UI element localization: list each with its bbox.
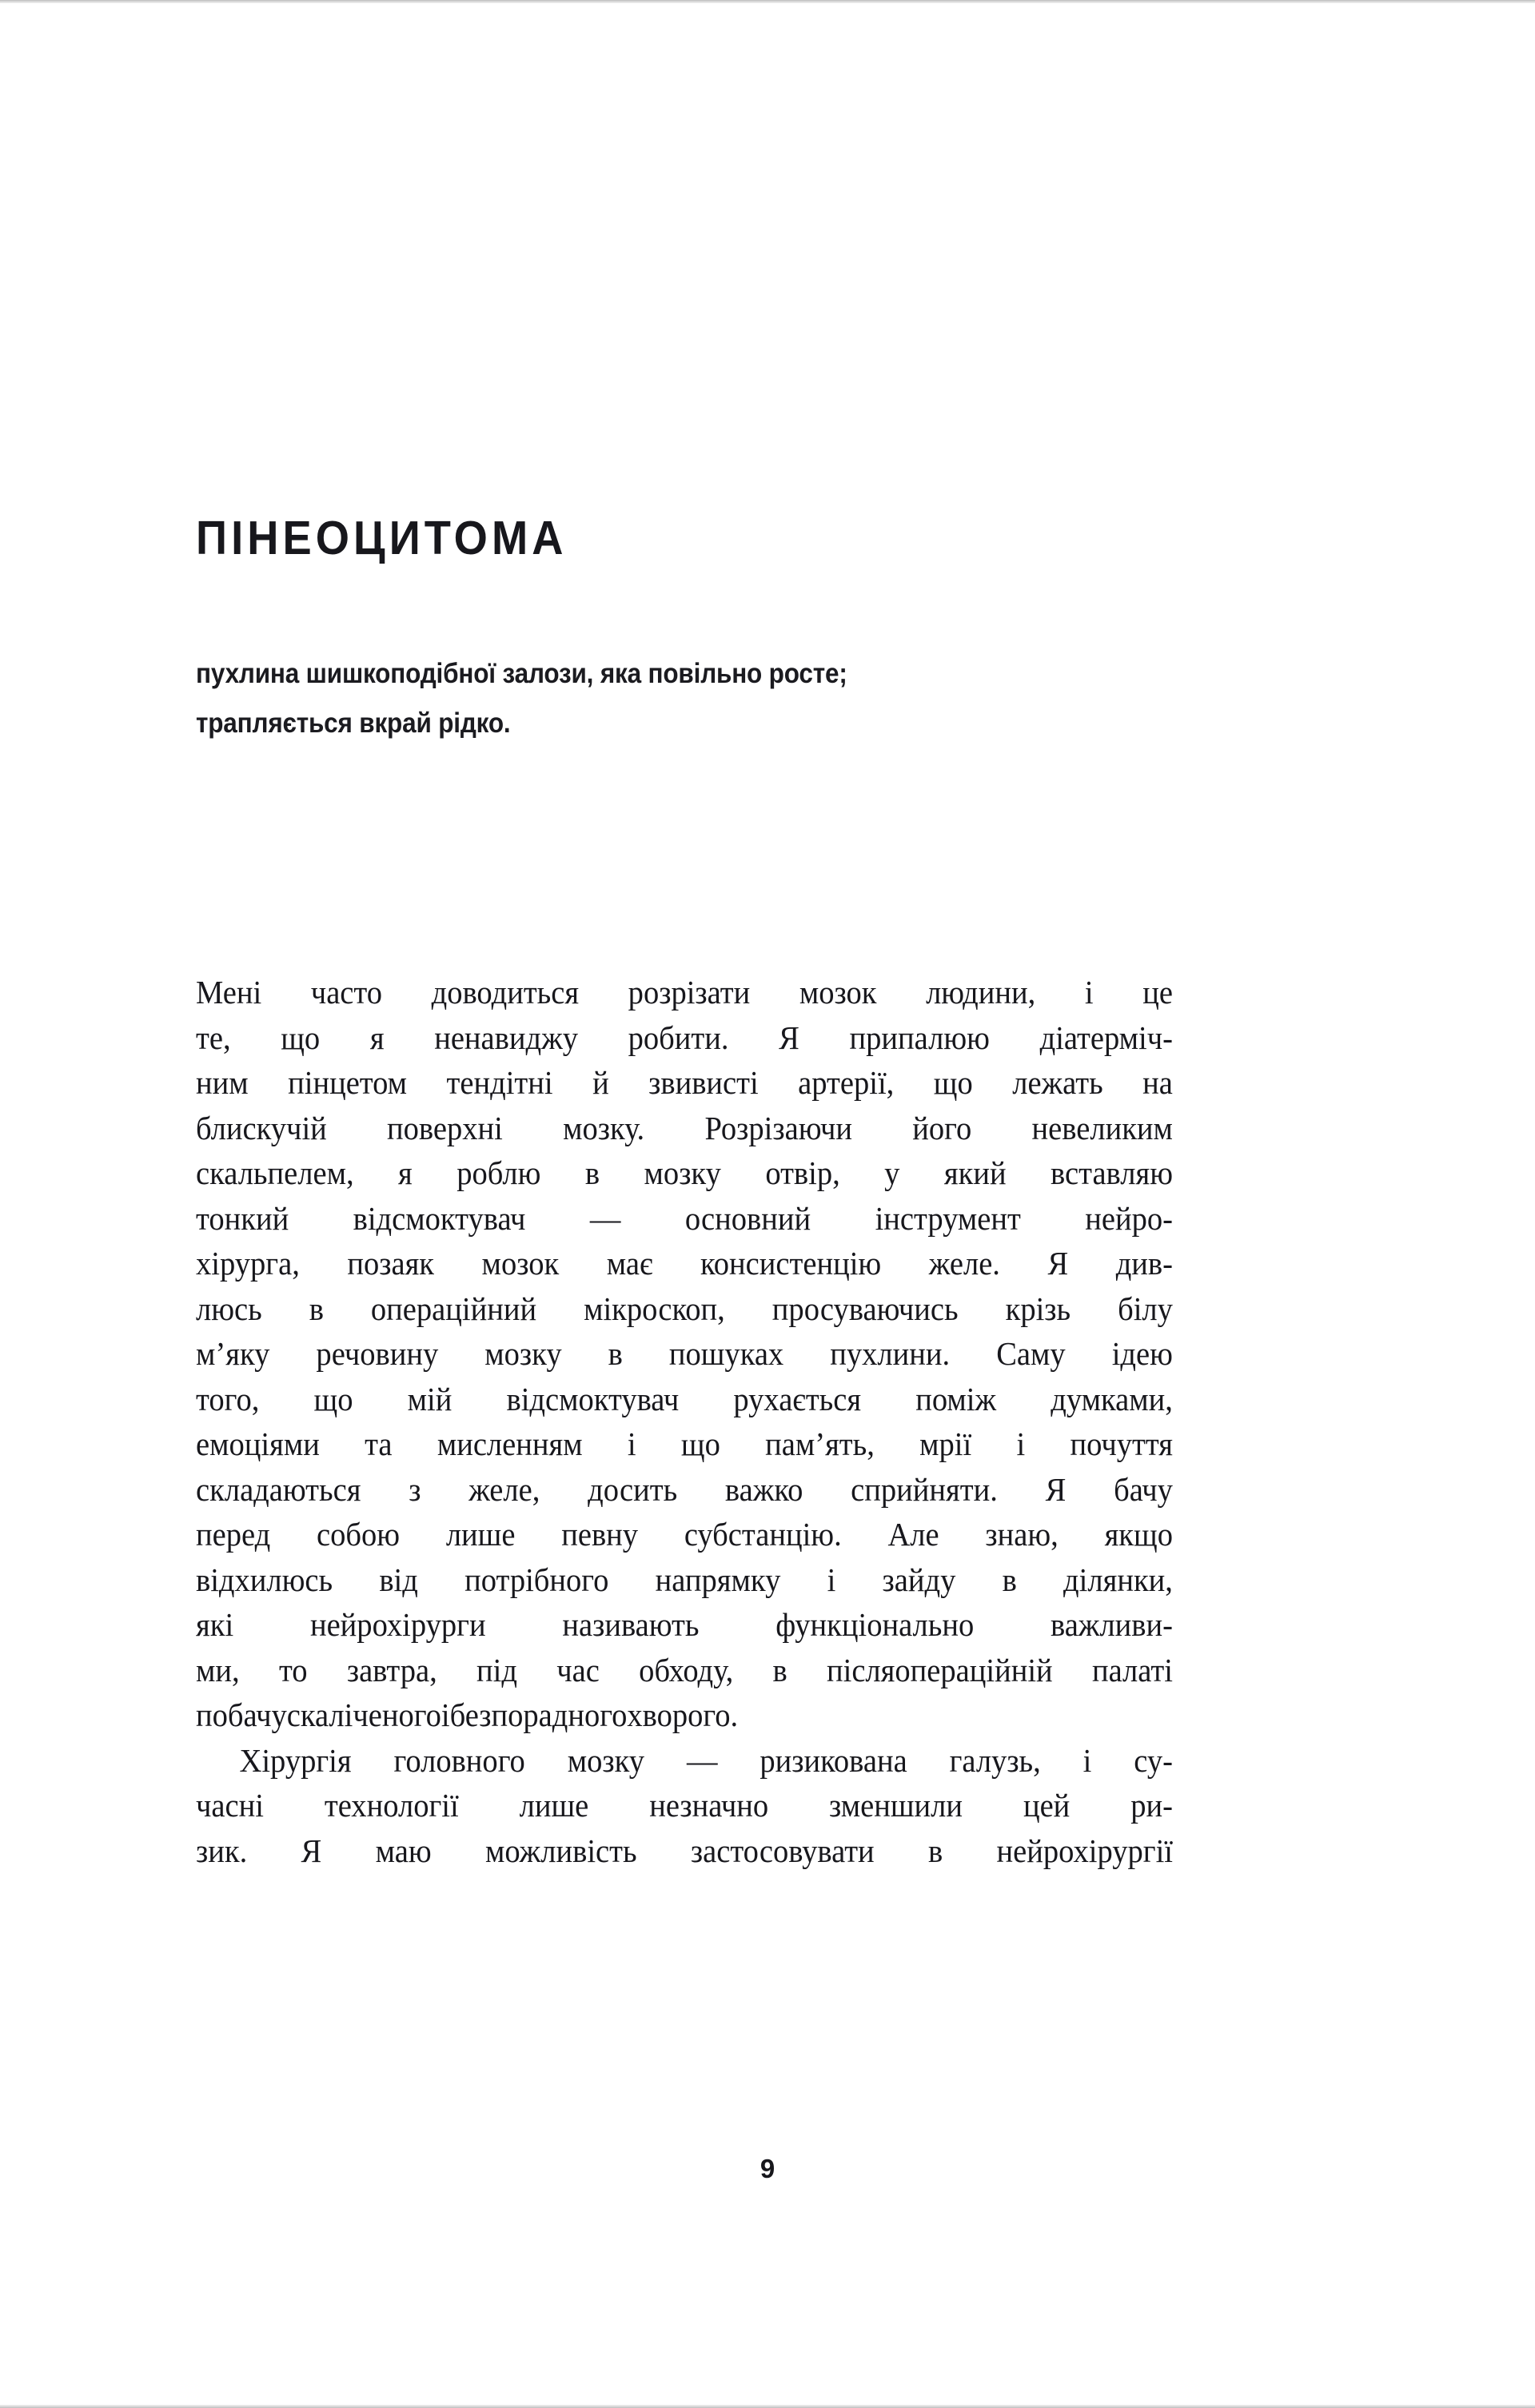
text-word: можливість (484, 1832, 637, 1869)
text-word: в (584, 1154, 600, 1191)
text-word: мозку (484, 1335, 562, 1372)
text-line (196, 1828, 1173, 1874)
text-word: крізь (1005, 1290, 1071, 1327)
text-word: мозку (567, 1741, 645, 1779)
text-word: Але (887, 1516, 939, 1553)
text-word: та (365, 1425, 393, 1462)
text-line (196, 1286, 1173, 1332)
text-word: післяопераційній (826, 1651, 1053, 1688)
text-word: бачу (1114, 1470, 1173, 1508)
text-word: роблю (457, 1154, 541, 1191)
text-word: які (196, 1606, 234, 1643)
chapter-subtitle-line-2: трапляється вкрай рідко. (196, 708, 511, 739)
text-word: на (1142, 1064, 1173, 1101)
text-word: певну (561, 1516, 639, 1553)
text-line (196, 1467, 1173, 1513)
text-line (196, 1421, 1173, 1467)
text-word: технології (324, 1787, 459, 1824)
text-word: вставляю (1051, 1154, 1173, 1191)
text-word: мозок (481, 1245, 560, 1282)
text-word: цей (1023, 1787, 1071, 1824)
text-word: ділянки, (1063, 1561, 1173, 1598)
text-word: припалюю (849, 1019, 990, 1056)
text-word: зменшили (829, 1787, 963, 1824)
text-word: і (627, 1425, 636, 1462)
text-word: обходу, (639, 1651, 734, 1688)
text-word: блискучій (196, 1109, 327, 1146)
text-word: розрізати (628, 974, 751, 1011)
text-word: що (933, 1064, 973, 1101)
text-word: і (441, 1696, 450, 1733)
text-word: в (309, 1290, 324, 1327)
text-word: Я (1045, 1470, 1067, 1508)
text-word: зик. (196, 1832, 248, 1869)
text-word: потрібного (464, 1561, 609, 1598)
body-text (196, 970, 1173, 1873)
text-word: функціонально (775, 1606, 975, 1643)
text-word: робити. (628, 1019, 729, 1056)
text-word: мій (407, 1380, 453, 1417)
text-word: скальпелем, (196, 1154, 354, 1191)
text-word: рухається (733, 1380, 862, 1417)
text-word: ним (196, 1064, 249, 1101)
text-word: завтра, (346, 1651, 437, 1688)
text-line (196, 1015, 1173, 1061)
text-word: невеликим (1031, 1109, 1173, 1146)
text-word: поверхні (387, 1109, 503, 1146)
text-word: — (686, 1741, 718, 1779)
text-word: це (1142, 974, 1173, 1011)
text-word: желе, (468, 1470, 540, 1508)
text-word: див- (1115, 1245, 1173, 1282)
text-word: я (398, 1154, 413, 1191)
text-word: і (827, 1561, 836, 1598)
text-word: ризикована (760, 1741, 907, 1779)
text-word: мрії (919, 1425, 972, 1462)
text-word: собою (316, 1516, 401, 1553)
text-word: білу (1118, 1290, 1173, 1327)
text-word: від (379, 1561, 418, 1598)
text-line (196, 1692, 1173, 1738)
text-word: пам’ять, (765, 1425, 875, 1462)
text-word: досить (588, 1470, 678, 1508)
text-word: важко (724, 1470, 803, 1508)
text-word: лише (519, 1787, 589, 1824)
text-word: в (928, 1832, 943, 1869)
text-word: людини, (926, 974, 1036, 1011)
text-word: мисленням (437, 1425, 583, 1462)
text-word: і (1082, 1741, 1092, 1779)
text-word: інструмент (875, 1199, 1021, 1237)
text-word: незначно (649, 1787, 769, 1824)
text-word: операційний (370, 1290, 537, 1327)
text-word: у (884, 1154, 900, 1191)
page-edge-top (0, 0, 1535, 3)
text-word: нейро- (1085, 1199, 1173, 1237)
text-word: я (369, 1019, 385, 1056)
page-edge-bottom (0, 2405, 1535, 2408)
paragraph-2 (196, 1738, 1173, 1874)
text-line (196, 1512, 1173, 1557)
text-line (196, 1196, 1173, 1242)
text-word: мікроскоп, (584, 1290, 725, 1327)
text-word: часні (196, 1787, 264, 1824)
text-word: ми, (196, 1651, 240, 1688)
chapter-subtitle (196, 649, 1081, 748)
text-word: застосовувати (690, 1832, 875, 1869)
text-word: субстанцію. (684, 1516, 842, 1553)
text-word: нейрохірургії (996, 1832, 1173, 1869)
text-word: часто (310, 974, 383, 1011)
text-word: пухлини. (830, 1335, 951, 1372)
text-word: Саму (996, 1335, 1066, 1372)
text-word: просуваючись (771, 1290, 959, 1327)
text-word: пошуках (668, 1335, 784, 1372)
text-word: головного (393, 1741, 525, 1779)
text-word: й (592, 1064, 609, 1101)
text-line (196, 1602, 1173, 1648)
chapter-title: ПІНЕОЦИТОМА (196, 512, 568, 564)
text-word: і (1084, 974, 1094, 1011)
text-word: консистенцію (700, 1245, 882, 1282)
text-word: під (476, 1651, 517, 1688)
text-word: звивисті (648, 1064, 759, 1101)
text-word: відсмоктувач (353, 1199, 526, 1237)
text-line (196, 1377, 1173, 1422)
text-word: того, (196, 1380, 260, 1417)
text-word: має (606, 1245, 653, 1282)
text-line (196, 1060, 1173, 1106)
text-word: Я (301, 1832, 322, 1869)
text-line (196, 1783, 1173, 1828)
text-line (196, 1241, 1173, 1286)
text-word: палаті (1091, 1651, 1173, 1688)
text-word: те, (196, 1019, 231, 1056)
chapter-subtitle-line-1: пухлина шишкоподібної залози, яка повільно росте; (196, 658, 847, 689)
text-line (196, 1648, 1173, 1693)
text-line (196, 1331, 1173, 1377)
text-word: маю (375, 1832, 432, 1869)
text-word: відсмоктувач (506, 1380, 680, 1417)
text-word: називають (562, 1606, 700, 1643)
text-word: в (772, 1651, 787, 1688)
text-word: тендітні (446, 1064, 553, 1101)
text-word: в (1002, 1561, 1017, 1598)
text-word: пінцетом (288, 1064, 408, 1101)
text-word: сприйняти. (851, 1470, 998, 1508)
text-word: м’яку (196, 1335, 270, 1372)
text-word: важливи- (1051, 1606, 1173, 1643)
text-word: ненавиджу (434, 1019, 579, 1056)
text-word: в (608, 1335, 623, 1372)
text-word: його (912, 1109, 972, 1146)
text-word: Я (1047, 1245, 1069, 1282)
text-word: то (278, 1651, 308, 1688)
text-word: і (1016, 1425, 1026, 1462)
text-word: скаліченого (286, 1696, 441, 1733)
text-word: хірурга, (196, 1245, 300, 1282)
text-line (196, 1738, 1173, 1784)
text-word: побачу (196, 1696, 287, 1733)
text-line (196, 1106, 1173, 1151)
text-word: зайду (882, 1561, 956, 1598)
page-number: 9 (760, 2154, 775, 2183)
text-word: якщо (1104, 1516, 1173, 1553)
text-word: основний (684, 1199, 811, 1237)
text-word: нейрохірурги (309, 1606, 486, 1643)
text-word: галузь, (949, 1741, 1041, 1779)
paragraph-1 (196, 970, 1173, 1738)
text-word: думками, (1051, 1380, 1173, 1417)
text-word: ри- (1130, 1787, 1173, 1824)
text-word: лише (445, 1516, 516, 1553)
text-word: відхилюсь (196, 1561, 333, 1598)
text-word: час (556, 1651, 600, 1688)
text-word: желе. (928, 1245, 1000, 1282)
text-word: мозку (644, 1154, 721, 1191)
text-word: Розрізаючи (704, 1109, 853, 1146)
text-word: напрямку (655, 1561, 781, 1598)
text-word: — (589, 1199, 621, 1237)
text-word: доводиться (431, 974, 580, 1011)
text-word: хворого. (627, 1696, 739, 1733)
text-word: речовину (316, 1335, 439, 1372)
text-word: безпорадного (449, 1696, 628, 1733)
text-word: мозку. (563, 1109, 645, 1146)
text-word: лежать (1012, 1064, 1103, 1101)
text-word: Я (779, 1019, 799, 1056)
text-word: який (943, 1154, 1007, 1191)
text-word: позаяк (347, 1245, 435, 1282)
text-word: з (409, 1470, 421, 1508)
text-line (196, 970, 1173, 1015)
text-word: перед (196, 1516, 271, 1553)
text-word: отвір, (765, 1154, 840, 1191)
text-word: емоціями (196, 1425, 320, 1462)
text-word: знаю, (985, 1516, 1059, 1553)
text-word: мозок (799, 974, 877, 1011)
text-word: люсь (196, 1290, 262, 1327)
text-word: тонкий (196, 1199, 289, 1237)
text-word: що (680, 1425, 720, 1462)
text-word: діатерміч- (1039, 1019, 1173, 1056)
text-word: поміж (915, 1380, 997, 1417)
text-word: ідею (1111, 1335, 1173, 1372)
text-word: Хірургія (239, 1741, 352, 1779)
text-word: почуття (1070, 1425, 1173, 1462)
text-word: артерії, (798, 1064, 895, 1101)
text-word: Мені (196, 974, 262, 1011)
text-word: що (313, 1380, 353, 1417)
text-word: су- (1134, 1741, 1173, 1779)
text-word: складаються (196, 1470, 361, 1508)
text-line (196, 1557, 1173, 1603)
text-line (196, 1150, 1173, 1196)
text-word: що (281, 1019, 321, 1056)
